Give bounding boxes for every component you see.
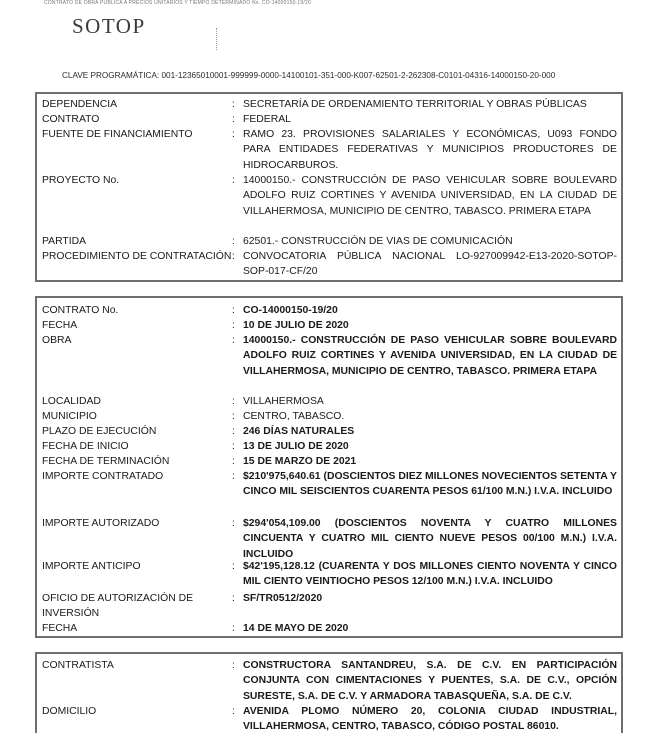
field-value: CENTRO, TABASCO. (243, 411, 345, 422)
field-value: 14000150.- CONSTRUCCIÓN DE PASO VEHICULAR SOBRE BOULEVARD ADOLFO RUIZ CORTINES Y AVENIDA UNIVERSIDAD, EN LA CIUDAD DE VILLAHERMOSA, MUNICIPIO DE CENTRO, TABASCO. PRIMERA ETAPA (243, 175, 617, 217)
field-label: LOCALIDAD (42, 396, 101, 407)
field-value: SECRETARÍA DE ORDENAMIENTO TERRITORIAL Y OBRAS PÚBLICAS (243, 99, 587, 110)
contract-details-box: CONTRATO No. : CO-14000150-19/20 FECHA : 10 DE JULIO DE 2020 OBRA : 14000150.- CONSTRUCCIÓN DE PASO VEHICULAR SOBRE BOULEVARD ADOLFO RUIZ CORTINES Y AVENIDA UNIVERSIDAD, EN LA CIUDAD DE VILLAHERMOSA, MUNICIPIO DE CENTRO, TABASCO. PRIMERA ETAPA LOCALIDAD : VILLAHERMOSA MUNICIPIO : CENTRO, TABASCO. PLAZO DE EJECUCIÓN : 246 DÍAS NATURALES FECHA DE INICIO : 13 DE JULIO DE 2020 FECHA DE TERMINACIÓN : 15 DE MARZO DE 2021 IMPORTE CONTRATADO : $210'975,640.61 (DOSCIENTOS DIEZ MILLONES NOVECIENTOS SETENTA Y CINCO MIL SEISCIENTOS CUARENTA PESOS 61/100 M.N.) I.V.A. INCLUIDO IMPORTE AUTORIZADO : $294'054,109.00 (DOSCIENTOS NOVENTA Y CUATRO MILLONES CINCUENTA Y CUATRO MIL CIENTO NUEVE PESOS 00/100 M.N.) I.V.A. INCLUIDO IMPORTE ANTICIPO : $42'195,128.12 (CUARENTA Y DOS MILLONES CIENTO NOVENTA Y CINCO MIL CIENTO VEINTIOCHO PESOS 12/100 M.N.) I.V.A. INCLUIDO OFICIO DE AUTORIZACIÓN DE INVERSIÓN : SF/TR0512/2020 FECHA : 14 DE MAYO DE 2020 (35, 296, 623, 638)
field-label: MUNICIPIO (42, 411, 97, 422)
field-value: $294'054,109.00 (DOSCIENTOS NOVENTA Y CUATRO MILLONES CINCUENTA Y CUATRO MIL CIENTO NUEVE PESOS 00/100 M.N.) I.V.A. INCLUIDO (243, 518, 617, 560)
field-label: FECHA (42, 320, 78, 331)
field-label: FECHA (42, 623, 78, 634)
field-value: VILLAHERMOSA (243, 396, 324, 407)
field-value: $42'195,128.12 (CUARENTA Y DOS MILLONES CIENTO NOVENTA Y CINCO MIL CIENTO VEINTIOCHO PESOS 12/100 M.N.) I.V.A. INCLUIDO (243, 561, 617, 588)
field-label: PROCEDIMIENTO DE CONTRATACIÓN (42, 251, 232, 262)
field-value: AVENIDA PLOMO NÚMERO 20, COLONIA CIUDAD INDUSTRIAL, VILLAHERMOSA, CENTRO, TABASCO, CÓDIGO POSTAL 86010. (243, 706, 617, 733)
general-info-box: DEPENDENCIA : SECRETARÍA DE ORDENAMIENTO TERRITORIAL Y OBRAS PÚBLICAS CONTRATO : FEDERAL FUENTE DE FINANCIAMIENTO : RAMO 23. PROVISIONES SALARIALES Y ECONÓMICAS, U093 FONDO PARA ENTIDADES FEDERATIVAS Y MUNICIPIOS PRODUCTORES DE HIDROCARBUROS. PROYECTO No. : 14000150.- CONSTRUCCIÓN DE PASO VEHICULAR SOBRE BOULEVARD ADOLFO RUIZ CORTINES Y AVENIDA UNIVERSIDAD, EN LA CIUDAD DE VILLAHERMOSA, MUNICIPIO DE CENTRO, TABASCO. PRIMERA ETAPA PARTIDA : 62501.- CONSTRUCCIÓN DE VIAS DE COMUNICACIÓN PROCEDIMIENTO DE CONTRATACIÓN : CONVOCATORIA PÚBLICA NACIONAL LO-927009942-E13-2020-SOTOP-SOP-017-CF/20 (35, 92, 623, 282)
field-label: FECHA DE INICIO (42, 441, 129, 452)
contractor-box: CONTRATISTA : CONSTRUCTORA SANTANDREU, S.A. DE C.V. EN PARTICIPACIÓN CONJUNTA CON CIMENTACIONES Y PUENTES, S.A. DE C.V., OPCIÓN SURESTE, S.A. DE C.V. Y ARMADORA TABASQUEÑA, S.A. DE C.V. DOMICILIO : AVENIDA PLOMO NÚMERO 20, COLONIA CIUDAD INDUSTRIAL, VILLAHERMOSA, CENTRO, TABASCO, CÓDIGO POSTAL 86010. (35, 652, 623, 733)
field-label: CONTRATO (42, 114, 100, 125)
field-value: 15 DE MARZO DE 2021 (243, 456, 357, 467)
field-value: CONVOCATORIA PÚBLICA NACIONAL LO-927009942-E13-2020-SOTOP-SOP-017-CF/20 (243, 251, 617, 278)
field-value: 13 DE JULIO DE 2020 (243, 441, 349, 452)
header-divider (216, 28, 218, 50)
field-label: FECHA DE TERMINACIÓN (42, 456, 170, 467)
field-value: 14 DE MAYO DE 2020 (243, 623, 349, 634)
document-header-text: CONTRATO DE OBRA PÚBLICA A PRECIOS UNITARIOS Y TIEMPO DETERMINADO No. CO-14000150-19/20 (44, 0, 311, 6)
sotop-logo: SOTOP (72, 14, 146, 38)
field-value: 62501.- CONSTRUCCIÓN DE VIAS DE COMUNICACIÓN (243, 236, 513, 247)
field-value: FEDERAL (243, 114, 291, 125)
clave-programatica: CLAVE PROGRAMÁTICA: 001-12365010001-999999-0000-14100101-351-000-K007-62501-2-262308-C0101-04316-14000150-20-000 (62, 71, 556, 80)
field-label: DEPENDENCIA (42, 99, 118, 110)
field-value: CO-14000150-19/20 (243, 305, 338, 316)
field-label: DOMICILIO (42, 706, 97, 717)
field-value: 10 DE JULIO DE 2020 (243, 320, 349, 331)
field-label: OBRA (42, 335, 72, 346)
field-label: PROYECTO No. (42, 175, 120, 186)
field-label: FUENTE DE FINANCIAMIENTO (42, 129, 193, 140)
field-value: CONSTRUCTORA SANTANDREU, S.A. DE C.V. EN PARTICIPACIÓN CONJUNTA CON CIMENTACIONES Y PUENTES, S.A. DE C.V., OPCIÓN SURESTE, S.A. DE C.V. Y ARMADORA TABASQUEÑA, S.A. DE C.V. (243, 660, 617, 702)
field-label: IMPORTE CONTRATADO (42, 471, 164, 482)
field-label: PARTIDA (42, 236, 87, 247)
field-value: 14000150.- CONSTRUCCIÓN DE PASO VEHICULAR SOBRE BOULEVARD ADOLFO RUIZ CORTINES Y AVENIDA UNIVERSIDAD, EN LA CIUDAD DE VILLAHERMOSA, MUNICIPIO DE CENTRO, TABASCO. PRIMERA ETAPA (243, 335, 617, 377)
field-value: 246 DÍAS NATURALES (243, 426, 355, 437)
field-label: CONTRATISTA (42, 660, 114, 671)
field-label: CONTRATO No. (42, 305, 119, 316)
field-label: IMPORTE AUTORIZADO (42, 518, 160, 529)
field-value: RAMO 23. PROVISIONES SALARIALES Y ECONÓMICAS, U093 FONDO PARA ENTIDADES FEDERATIVAS Y MUNICIPIOS PRODUCTORES DE HIDROCARBUROS. (243, 129, 617, 171)
field-value: SF/TR0512/2020 (243, 593, 323, 604)
field-label: PLAZO DE EJECUCIÓN (42, 426, 157, 437)
field-value: $210'975,640.61 (DOSCIENTOS DIEZ MILLONES NOVECIENTOS SETENTA Y CINCO MIL SEISCIENTOS CUARENTA PESOS 61/100 M.N.) I.V.A. INCLUIDO (243, 471, 617, 498)
field-label: OFICIO DE AUTORIZACIÓN DE INVERSIÓN (42, 593, 194, 620)
field-label: IMPORTE ANTICIPO (42, 561, 141, 572)
